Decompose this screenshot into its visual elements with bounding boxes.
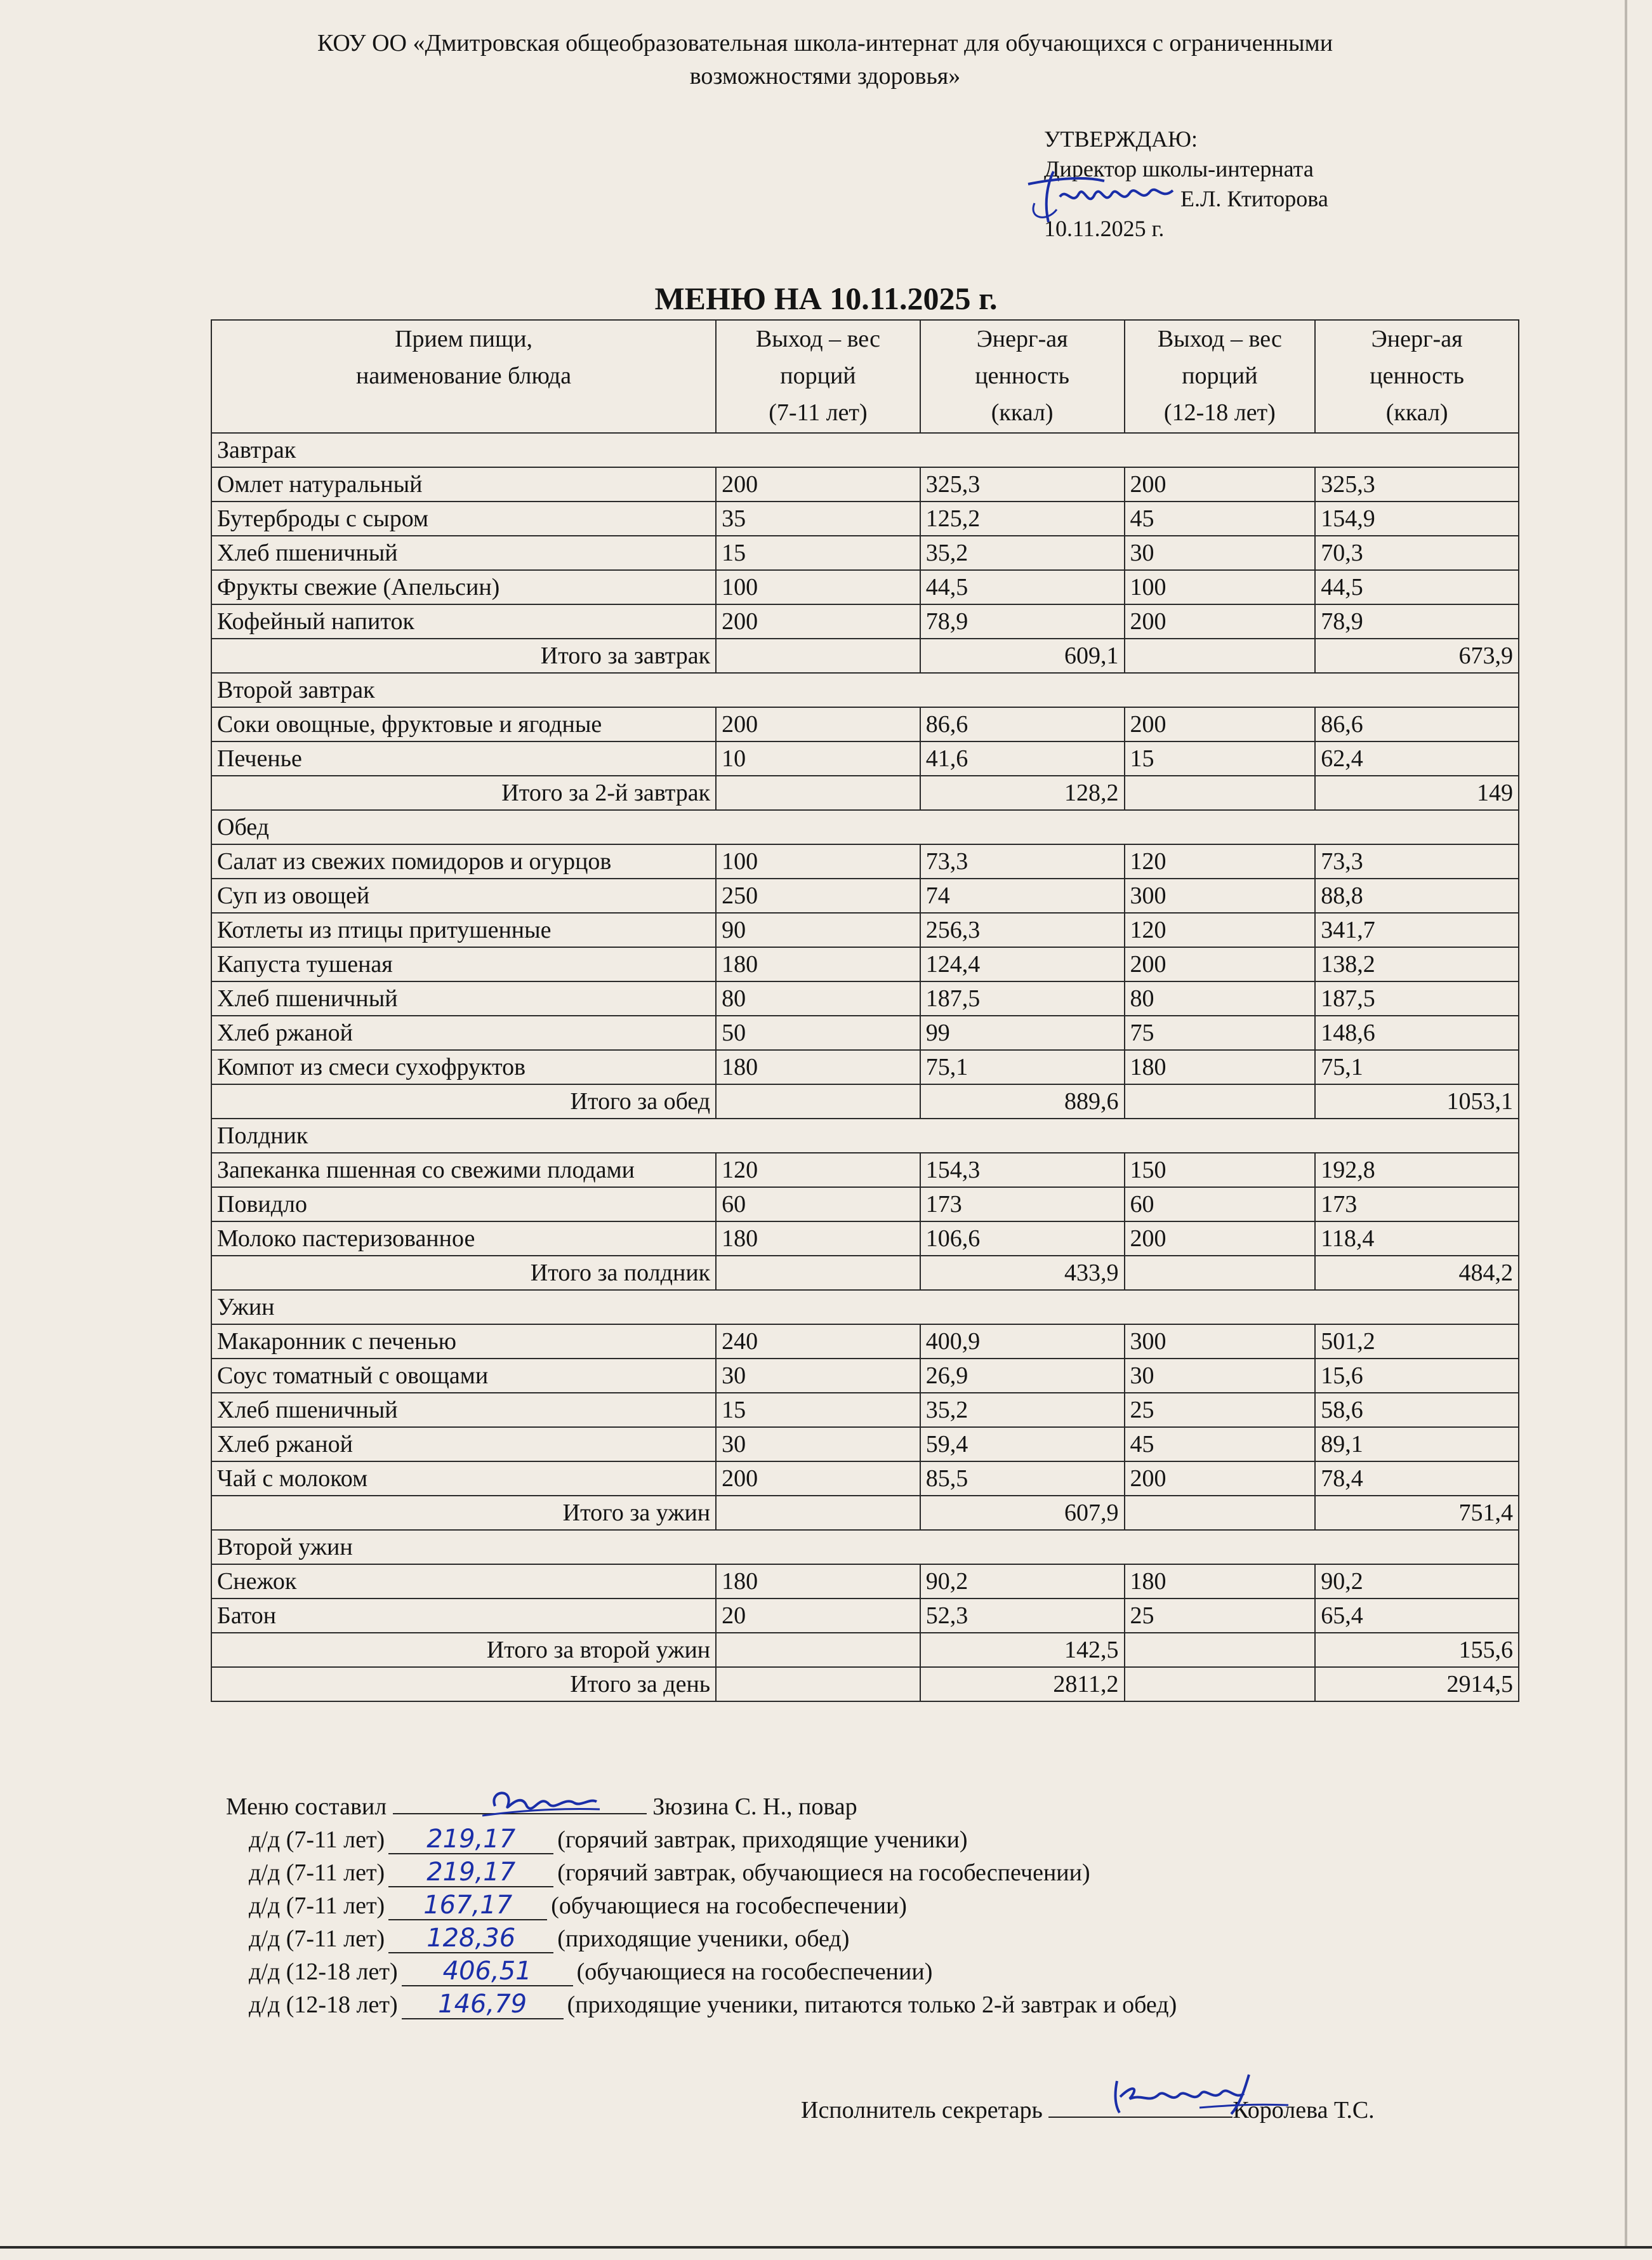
table-row [211, 1359, 1519, 1393]
yield-old: 200 [1125, 1461, 1316, 1496]
energy-old: 58,6 [1315, 1393, 1519, 1427]
energy-young: 187,5 [920, 981, 1125, 1016]
yield-young: 15 [716, 536, 920, 570]
total-empty-cell [1125, 1084, 1316, 1119]
approval-date: 10.11.2025 г. [1044, 216, 1165, 241]
cost-note: (обучающиеся на гособеспечении) [576, 1958, 933, 1985]
energy-old: 192,8 [1315, 1153, 1519, 1187]
total-energy-young: 607,9 [920, 1496, 1125, 1530]
executor-signature [1104, 2068, 1295, 2119]
section-name: Обед [211, 810, 1519, 844]
energy-old: 62,4 [1315, 741, 1519, 776]
table-row [211, 1599, 1519, 1633]
total-label: Итого за ужин [211, 1496, 716, 1530]
table-row [211, 1221, 1519, 1256]
composer-signature [470, 1778, 609, 1822]
cost-note: (приходящие ученики, питаются только 2-й завтрак и обед) [567, 1991, 1177, 2018]
cost-list [226, 1823, 1177, 2021]
energy-young: 35,2 [920, 536, 1125, 570]
energy-young: 124,4 [920, 947, 1125, 981]
yield-young: 120 [716, 1153, 920, 1187]
dish-name: Кофейный напиток [211, 604, 716, 639]
energy-old: 88,8 [1315, 879, 1519, 913]
yield-young: 180 [716, 947, 920, 981]
yield-young: 90 [716, 913, 920, 947]
energy-young: 44,5 [920, 570, 1125, 604]
scan-bottom-edge [0, 2246, 1652, 2249]
energy-young: 400,9 [920, 1324, 1125, 1359]
yield-old: 120 [1125, 913, 1316, 947]
dish-name: Капуста тушеная [211, 947, 716, 981]
section-total-row [211, 1633, 1519, 1667]
section-total-row [211, 1084, 1519, 1119]
table-row [211, 1153, 1519, 1187]
energy-young: 256,3 [920, 913, 1125, 947]
yield-old: 300 [1125, 879, 1316, 913]
yield-old: 120 [1125, 844, 1316, 879]
composed-row [226, 1785, 1177, 1823]
total-energy-old: 155,6 [1315, 1633, 1519, 1667]
energy-young: 154,3 [920, 1153, 1125, 1187]
table-row [211, 913, 1519, 947]
yield-old: 45 [1125, 1427, 1316, 1461]
energy-old: 501,2 [1315, 1324, 1519, 1359]
energy-old: 148,6 [1315, 1016, 1519, 1050]
yield-young: 240 [716, 1324, 920, 1359]
header-energy-young: Энерг-ая ценность (ккал) [920, 320, 1125, 433]
energy-old: 118,4 [1315, 1221, 1519, 1256]
yield-old: 25 [1125, 1599, 1316, 1633]
total-empty-cell [1125, 639, 1316, 673]
table-row [211, 1050, 1519, 1084]
energy-young: 85,5 [920, 1461, 1125, 1496]
table-row [211, 536, 1519, 570]
yield-young: 100 [716, 844, 920, 879]
energy-young: 52,3 [920, 1599, 1125, 1633]
dish-name: Компот из смеси сухофруктов [211, 1050, 716, 1084]
table-row [211, 947, 1519, 981]
yield-old: 200 [1125, 604, 1316, 639]
yield-old: 200 [1125, 1221, 1316, 1256]
yield-old: 80 [1125, 981, 1316, 1016]
dish-name: Хлеб пшеничный [211, 981, 716, 1016]
yield-young: 30 [716, 1359, 920, 1393]
cost-note: (горячий завтрак, обучающиеся на гособеспечении) [557, 1859, 1090, 1886]
energy-young: 125,2 [920, 502, 1125, 536]
yield-old: 15 [1125, 741, 1316, 776]
table-row [211, 844, 1519, 879]
yield-old: 180 [1125, 1564, 1316, 1599]
energy-old: 86,6 [1315, 707, 1519, 741]
total-energy-young: 433,9 [920, 1256, 1125, 1290]
section-total-row [211, 1496, 1519, 1530]
cost-value: 146,79 [402, 1990, 564, 2019]
energy-old: 154,9 [1315, 502, 1519, 536]
yield-young: 200 [716, 467, 920, 502]
energy-old: 65,4 [1315, 1599, 1519, 1633]
cost-age-group: д/д (7-11 лет) [249, 1925, 385, 1952]
table-row [211, 981, 1519, 1016]
yield-old: 30 [1125, 536, 1316, 570]
dish-name: Котлеты из птицы притушенные [211, 913, 716, 947]
total-label: Итого за 2-й завтрак [211, 776, 716, 810]
energy-old: 138,2 [1315, 947, 1519, 981]
energy-young: 74 [920, 879, 1125, 913]
energy-old: 90,2 [1315, 1564, 1519, 1599]
yield-old: 100 [1125, 570, 1316, 604]
energy-young: 78,9 [920, 604, 1125, 639]
org-line-1: КОУ ОО «Дмитровская общеобразовательная школа-интернат для обучающихся с ограниченными [317, 30, 1333, 56]
yield-old: 200 [1125, 947, 1316, 981]
energy-young: 41,6 [920, 741, 1125, 776]
header-energy-old: Энерг-ая ценность (ккал) [1315, 320, 1519, 433]
cost-value: 406,51 [402, 1957, 573, 1986]
energy-young: 99 [920, 1016, 1125, 1050]
energy-young: 86,6 [920, 707, 1125, 741]
yield-old: 180 [1125, 1050, 1316, 1084]
yield-old: 30 [1125, 1359, 1316, 1393]
dish-name: Запеканка пшенная со свежими плодами [211, 1153, 716, 1187]
dish-name: Макаронник с печенью [211, 1324, 716, 1359]
energy-old: 73,3 [1315, 844, 1519, 879]
yield-old: 25 [1125, 1393, 1316, 1427]
menu-title: МЕНЮ НА 10.11.2025 г. [654, 281, 998, 316]
dish-name: Батон [211, 1599, 716, 1633]
total-empty-cell [716, 1084, 920, 1119]
yield-young: 30 [716, 1427, 920, 1461]
dish-name: Бутерброды с сыром [211, 502, 716, 536]
energy-young: 73,3 [920, 844, 1125, 879]
table-row [211, 1564, 1519, 1599]
cost-row [226, 1823, 1177, 1856]
header-yield-young: Выход – вес порций (7-11 лет) [716, 320, 920, 433]
yield-young: 100 [716, 570, 920, 604]
table-row [211, 879, 1519, 913]
yield-young: 20 [716, 1599, 920, 1633]
approval-title: УТВЕРЖДАЮ: [1044, 126, 1198, 152]
yield-old: 60 [1125, 1187, 1316, 1221]
dish-name: Хлеб ржаной [211, 1016, 716, 1050]
dish-name: Соки овощные, фруктовые и ягодные [211, 707, 716, 741]
energy-old: 44,5 [1315, 570, 1519, 604]
day-total-label: Итого за день [211, 1667, 716, 1701]
dish-name: Суп из овощей [211, 879, 716, 913]
energy-young: 26,9 [920, 1359, 1125, 1393]
cost-value: 167,17 [388, 1891, 547, 1920]
organization-header [190, 27, 1460, 93]
total-empty-cell [1125, 1633, 1316, 1667]
table-row [211, 1461, 1519, 1496]
yield-young: 80 [716, 981, 920, 1016]
cost-row [226, 1955, 1177, 1988]
energy-young: 106,6 [920, 1221, 1125, 1256]
section-header-row [211, 1290, 1519, 1324]
cost-value: 219,17 [388, 1825, 553, 1854]
total-label: Итого за обед [211, 1084, 716, 1119]
yield-old: 200 [1125, 467, 1316, 502]
total-energy-young: 889,6 [920, 1084, 1125, 1119]
director-signature [1009, 159, 1199, 235]
table-row [211, 707, 1519, 741]
cost-row [226, 1856, 1177, 1889]
dish-name: Молоко пастеризованное [211, 1221, 716, 1256]
table-row [211, 1016, 1519, 1050]
yield-young: 180 [716, 1564, 920, 1599]
energy-old: 75,1 [1315, 1050, 1519, 1084]
yield-young: 10 [716, 741, 920, 776]
cost-note: (приходящие ученики, обед) [557, 1925, 850, 1952]
yield-young: 60 [716, 1187, 920, 1221]
menu-table [211, 319, 1519, 1702]
energy-young: 90,2 [920, 1564, 1125, 1599]
dish-name: Хлеб ржаной [211, 1427, 716, 1461]
section-total-row [211, 639, 1519, 673]
cost-age-group: д/д (7-11 лет) [249, 1859, 385, 1886]
energy-old: 89,1 [1315, 1427, 1519, 1461]
cost-age-group: д/д (7-11 лет) [249, 1826, 385, 1853]
section-name: Второй завтрак [211, 673, 1519, 707]
total-energy-old: 673,9 [1315, 639, 1519, 673]
total-empty-cell [716, 1667, 920, 1701]
cost-row [226, 1988, 1177, 2021]
energy-young: 173 [920, 1187, 1125, 1221]
section-header-row [211, 1119, 1519, 1153]
total-energy-old: 1053,1 [1315, 1084, 1519, 1119]
total-empty-cell [1125, 1256, 1316, 1290]
composed-label: Меню составил [226, 1793, 387, 1820]
total-empty-cell [1125, 776, 1316, 810]
table-row [211, 741, 1519, 776]
yield-old: 200 [1125, 707, 1316, 741]
dish-name: Чай с молоком [211, 1461, 716, 1496]
dish-name: Соус томатный с овощами [211, 1359, 716, 1393]
day-total-energy-old: 2914,5 [1315, 1667, 1519, 1701]
total-label: Итого за полдник [211, 1256, 716, 1290]
yield-young: 200 [716, 604, 920, 639]
energy-young: 75,1 [920, 1050, 1125, 1084]
scan-right-edge [1625, 0, 1627, 2247]
energy-young: 59,4 [920, 1427, 1125, 1461]
header-yield-old: Выход – вес порций (12-18 лет) [1125, 320, 1316, 433]
approval-name: Е.Л. Ктиторова [1180, 186, 1328, 211]
energy-old: 325,3 [1315, 467, 1519, 502]
dish-name: Хлеб пшеничный [211, 1393, 716, 1427]
cost-value: 219,17 [388, 1858, 553, 1887]
energy-young: 325,3 [920, 467, 1125, 502]
cost-age-group: д/д (12-18 лет) [249, 1991, 398, 2018]
cost-row [226, 1922, 1177, 1955]
total-empty-cell [1125, 1667, 1316, 1701]
dish-name: Омлет натуральный [211, 467, 716, 502]
cost-value: 128,36 [388, 1924, 553, 1953]
energy-young: 35,2 [920, 1393, 1125, 1427]
header-dish: Прием пищи, наименование блюда [211, 320, 716, 433]
total-empty-cell [716, 1633, 920, 1667]
table-row [211, 570, 1519, 604]
total-label: Итого за второй ужин [211, 1633, 716, 1667]
executor-name: Королева Т.С. [1232, 2097, 1375, 2124]
total-energy-old: 149 [1315, 776, 1519, 810]
yield-young: 15 [716, 1393, 920, 1427]
yield-young: 50 [716, 1016, 920, 1050]
section-header-row [211, 1530, 1519, 1564]
yield-old: 75 [1125, 1016, 1316, 1050]
dish-name: Фрукты свежие (Апельсин) [211, 570, 716, 604]
total-energy-old: 751,4 [1315, 1496, 1519, 1530]
energy-old: 15,6 [1315, 1359, 1519, 1393]
section-header-row [211, 673, 1519, 707]
yield-young: 35 [716, 502, 920, 536]
energy-old: 78,4 [1315, 1461, 1519, 1496]
dish-name: Печенье [211, 741, 716, 776]
total-energy-young: 142,5 [920, 1633, 1125, 1667]
section-header-row [211, 433, 1519, 467]
section-total-row [211, 1256, 1519, 1290]
dish-name: Снежок [211, 1564, 716, 1599]
yield-old: 45 [1125, 502, 1316, 536]
energy-old: 70,3 [1315, 536, 1519, 570]
section-name: Ужин [211, 1290, 1519, 1324]
total-empty-cell [716, 776, 920, 810]
table-row [211, 1393, 1519, 1427]
table-row [211, 1427, 1519, 1461]
cost-note: (горячий завтрак, приходящие ученики) [557, 1826, 968, 1853]
menu-table-body [211, 433, 1519, 1701]
yield-old: 150 [1125, 1153, 1316, 1187]
table-header-row [211, 320, 1519, 433]
total-empty-cell [716, 1496, 920, 1530]
composer-name: Зюзина С. Н., повар [652, 1793, 857, 1820]
energy-old: 78,9 [1315, 604, 1519, 639]
section-name: Второй ужин [211, 1530, 1519, 1564]
total-energy-young: 609,1 [920, 639, 1125, 673]
total-label: Итого за завтрак [211, 639, 716, 673]
yield-young: 250 [716, 879, 920, 913]
total-empty-cell [716, 639, 920, 673]
executor-label: Исполнитель секретарь [801, 2097, 1043, 2124]
footer-block [226, 1785, 1177, 2021]
energy-old: 341,7 [1315, 913, 1519, 947]
yield-young: 180 [716, 1050, 920, 1084]
approval-position: Директор школы-интерната [1044, 156, 1314, 182]
dish-name: Салат из свежих помидоров и огурцов [211, 844, 716, 879]
cost-note: (обучающиеся на гособеспечении) [551, 1892, 907, 1919]
yield-young: 200 [716, 1461, 920, 1496]
cost-row [226, 1889, 1177, 1922]
total-energy-young: 128,2 [920, 776, 1125, 810]
yield-young: 200 [716, 707, 920, 741]
yield-old: 300 [1125, 1324, 1316, 1359]
table-row [211, 604, 1519, 639]
section-name: Завтрак [211, 433, 1519, 467]
energy-old: 173 [1315, 1187, 1519, 1221]
table-row [211, 1187, 1519, 1221]
table-row [211, 1324, 1519, 1359]
day-total-energy-young: 2811,2 [920, 1667, 1125, 1701]
section-header-row [211, 810, 1519, 844]
total-empty-cell [716, 1256, 920, 1290]
energy-old: 187,5 [1315, 981, 1519, 1016]
day-total-row [211, 1667, 1519, 1701]
section-total-row [211, 776, 1519, 810]
dish-name: Хлеб пшеничный [211, 536, 716, 570]
table-row [211, 467, 1519, 502]
table-row [211, 502, 1519, 536]
total-energy-old: 484,2 [1315, 1256, 1519, 1290]
total-empty-cell [1125, 1496, 1316, 1530]
cost-age-group: д/д (7-11 лет) [249, 1892, 385, 1919]
org-line-2: возможностями здоровья» [689, 63, 961, 90]
cost-age-group: д/д (12-18 лет) [249, 1958, 398, 1985]
yield-young: 180 [716, 1221, 920, 1256]
section-name: Полдник [211, 1119, 1519, 1153]
dish-name: Повидло [211, 1187, 716, 1221]
